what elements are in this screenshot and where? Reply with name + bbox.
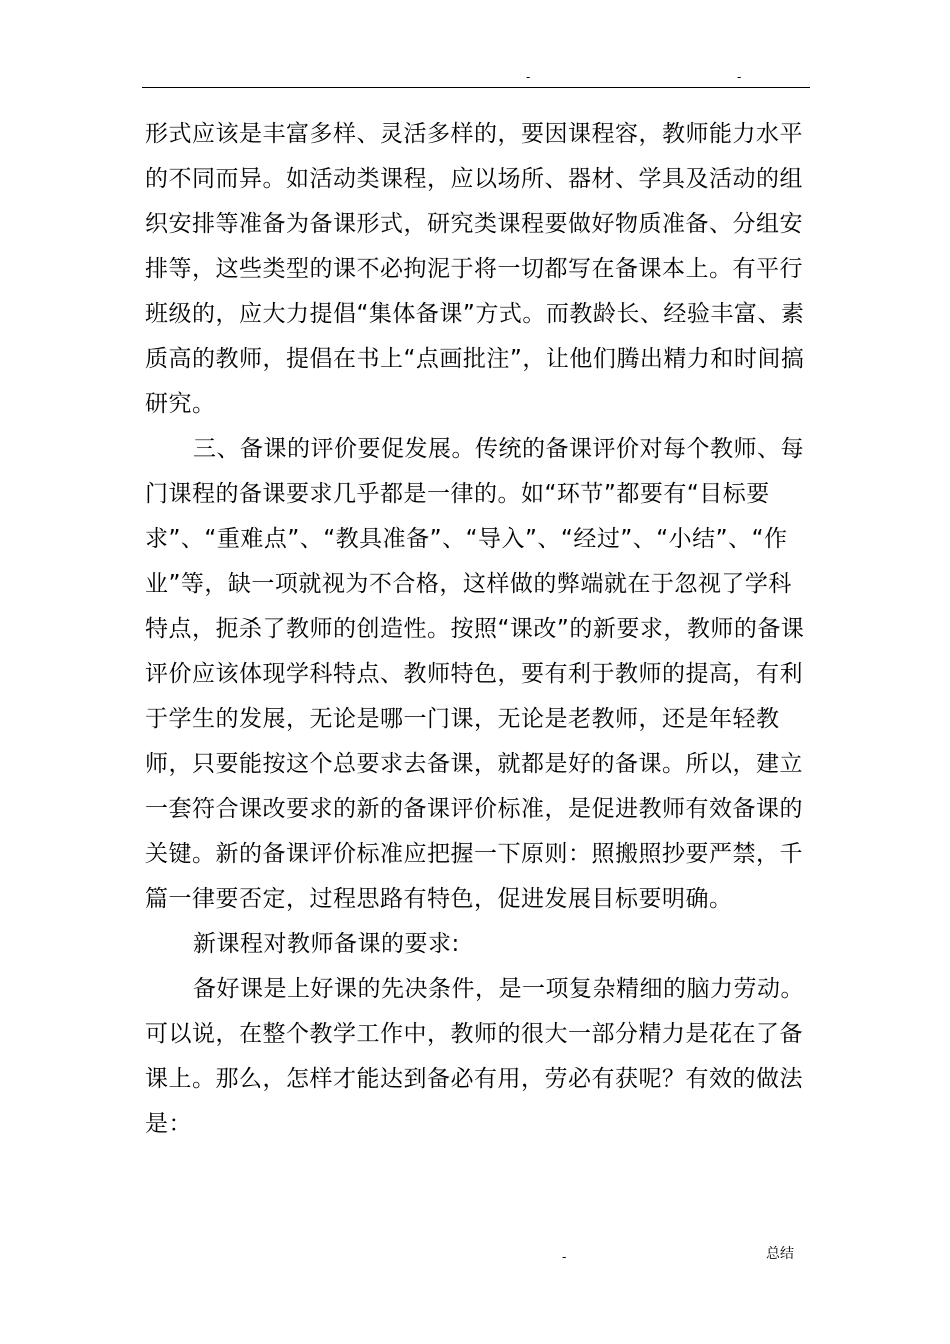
footer-mark: - <box>562 1250 567 1264</box>
header-mark-right: - <box>737 70 742 84</box>
footer-label: 总结 <box>766 1246 794 1262</box>
header-rule <box>142 87 810 88</box>
paragraph-requirements: 备好课是上好课的先决条件，是一项复杂精细的脑力劳动。可以说，在整个教学工作中，教师的很大一部分精力是花在了备课上。那么，怎样才能达到备必有用，劳必有获呢？有效的做法是： <box>145 976 804 1137</box>
document-body <box>145 112 815 1147</box>
section-heading: 新课程对教师备课的要求: <box>193 931 460 957</box>
paragraph-continued: 形式应该是丰富多样、灵活多样的，要因课程容，教师能力水平的不同而异。如活动类课程，应以场所、器材、学具及活动的组织安排等准备为备课形式，研究类课程要做好物质准备、分组安排等，这些类型的课不必拘泥于将一切都写在备课本上。有平行班级的，应大力提倡“集体备课”方式。而教龄长、经验丰富、素质高的教师，提倡在书上“点画批注”，让他们腾出精力和时间搞研究。 <box>145 121 805 417</box>
header-mark-left: - <box>526 70 531 84</box>
paragraph-evaluation: 三、备课的评价要促发展。传统的备课评价对每个教师、每门课程的备课要求几乎都是一律的。如“环节”都要有“目标要求”、“重难点”、“教具准备”、“导入”、“经过”、“小结”、“作业”等，缺一项就视为不合格，这样做的弊端就在于忽视了学科特点，扼杀了教师的创造性。按照“课改”的新要求，教师的备课评价应该体现学科特点、教师特色，要有利于教师的提高，有利于学生的发展，无论是哪一门课，无论是老教师，还是年轻教师，只要能按这个总要求去备课，就都是好的备课。所以，建立一套符合课改要求的新的备课评价标准，是促进教师有效备课的关键。新的备课评价标准应把握一下原则：照搬照抄要严禁，千篇一律要否定，过程思路有特色，促进发展目标要明确。 <box>145 436 805 912</box>
